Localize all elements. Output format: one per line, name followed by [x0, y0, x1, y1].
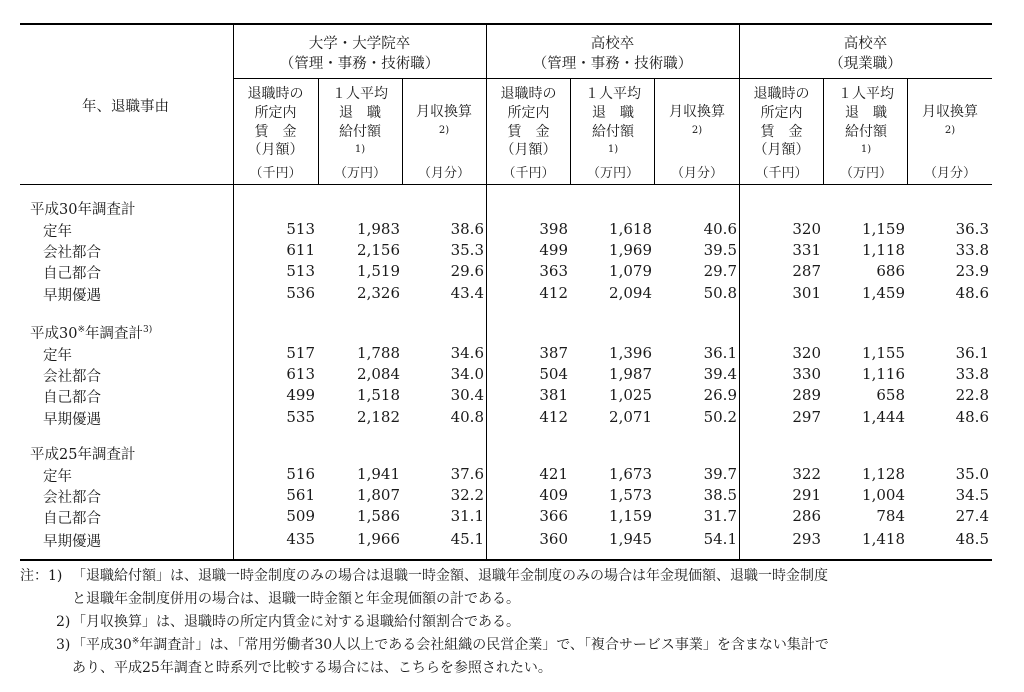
- unit-label: （万円）: [839, 166, 892, 181]
- table-cell: 1,969: [609, 241, 652, 259]
- subcolumn-header-line: 退職時の: [247, 86, 304, 102]
- table-cell: 381: [539, 386, 568, 404]
- table-cell: 1,983: [357, 220, 400, 238]
- subcolumn-header-line: 所定内: [254, 104, 297, 121]
- note-2-line1: 「月収換算」は、退職時の所定内賃金に対する退職給付額割合である。: [72, 614, 520, 630]
- table-cell: 1,788: [357, 344, 400, 362]
- row-label: 定年: [43, 224, 72, 240]
- table-cell: 535: [286, 408, 315, 426]
- group-subtitle: （現業職）: [829, 56, 902, 72]
- section-footnote-ref: 3): [143, 325, 153, 336]
- table-cell: 536: [286, 284, 315, 302]
- subcolumn-header-line: 所定内: [507, 104, 550, 121]
- table-cell: 2,084: [357, 365, 400, 383]
- table-cell: 301: [792, 284, 821, 302]
- table-cell: 54.1: [703, 530, 737, 548]
- unit-label: （月分）: [923, 166, 976, 181]
- table-cell: 421: [539, 465, 568, 483]
- note-3-text-b: 年調査計」は、「常用労働者30人以上である会社組織の民営企業」で、「複合サービス事業」を含まない集計で: [139, 637, 829, 653]
- row-label: 定年: [43, 469, 72, 485]
- table-cell: 33.8: [955, 365, 989, 383]
- subcolumn-header-line: 月収換算: [922, 104, 978, 120]
- group-header-highschool-field: [739, 34, 992, 74]
- subcolumn-footnote-ref: 1): [860, 144, 872, 156]
- subcolumn-header: [655, 103, 739, 141]
- table-cell: 516: [286, 465, 315, 483]
- table-cell: 286: [792, 507, 821, 525]
- subcolumn-footnote-ref: 1): [354, 144, 366, 156]
- header-bottom-border: [20, 184, 992, 185]
- table-cell: 32.2: [450, 486, 484, 504]
- subcolumn-footnote-ref: 1): [607, 144, 619, 156]
- table-cell: 1,116: [862, 365, 905, 383]
- group-title: 高校卒: [843, 36, 888, 52]
- table-cell: 1,079: [609, 262, 652, 280]
- subcolumn-header: [318, 85, 402, 160]
- unit-label: （万円）: [333, 166, 386, 181]
- subcolumn-header-line: 給付額: [592, 123, 634, 140]
- subcolumn-footnote-ref: 2): [944, 124, 956, 136]
- table-cell: 1,807: [357, 486, 400, 504]
- subcolumn-header-line: 退 職: [845, 104, 887, 121]
- table-cell: 513: [286, 220, 315, 238]
- subcolumn-header-line: 退職時の: [500, 86, 557, 102]
- unit-label: （千円）: [755, 166, 808, 181]
- table-cell: 1,618: [609, 220, 652, 238]
- table-cell: 412: [539, 408, 568, 426]
- table-cell: 2,156: [357, 241, 400, 259]
- table-cell: 40.8: [450, 408, 484, 426]
- subcolumn-header-line: １人平均: [585, 86, 641, 102]
- table-cell: 2,326: [357, 284, 400, 302]
- subcolumn-header-line: 給付額: [339, 123, 381, 140]
- table-cell: 1,519: [357, 262, 400, 280]
- table-cell: 412: [539, 284, 568, 302]
- table-cell: 784: [876, 507, 905, 525]
- subcolumn-header-line: （月額）: [753, 142, 810, 159]
- table-cell: 43.4: [450, 284, 484, 302]
- subcolumn-header-line: 賃 金: [760, 123, 803, 140]
- row-label: 自己都合: [43, 511, 101, 527]
- table-cell: 27.4: [955, 507, 989, 525]
- table-cell: 50.2: [703, 408, 737, 426]
- note-1-line2: と退職年金制度併用の場合は、退職一時金額と年金現価額の計である。: [72, 591, 520, 607]
- subcolumn-header-line: 賃 金: [254, 123, 297, 140]
- table-cell: 1,518: [357, 386, 400, 404]
- subcolumn-header: [402, 103, 486, 141]
- table-cell: 331: [792, 241, 821, 259]
- table-cell: 1,586: [357, 507, 400, 525]
- table-cell: 45.1: [450, 530, 484, 548]
- table-cell: 1,159: [609, 507, 652, 525]
- table-cell: 658: [876, 386, 905, 404]
- table-cell: 1,155: [862, 344, 905, 362]
- section-title-mark: ※: [77, 325, 85, 336]
- table-cell: 398: [539, 220, 568, 238]
- group-subtitle: （管理・事務・技術職）: [279, 56, 440, 72]
- table-cell: 1,118: [862, 241, 905, 259]
- table-top-border: [20, 23, 992, 25]
- table-cell: 409: [539, 486, 568, 504]
- table-cell: 360: [539, 530, 568, 548]
- table-cell: 36.1: [955, 344, 989, 362]
- note-1-prefix: 注：1): [20, 568, 63, 584]
- table-cell: 289: [792, 386, 821, 404]
- table-cell: 293: [792, 530, 821, 548]
- subcolumn-header: [233, 85, 318, 160]
- table-cell: 1,941: [357, 465, 400, 483]
- table-cell: 1,159: [862, 220, 905, 238]
- table-cell: 613: [286, 365, 315, 383]
- table-cell: 36.3: [955, 220, 989, 238]
- table-cell: 31.1: [450, 507, 484, 525]
- table-cell: 291: [792, 486, 821, 504]
- row-label: 定年: [43, 348, 72, 364]
- subcolumn-header-line: 月収換算: [416, 104, 472, 120]
- table-cell: 320: [792, 220, 821, 238]
- note-3-text-a: 「平成30: [72, 637, 132, 653]
- table-cell: 34.5: [955, 486, 989, 504]
- subcolumn-header-line: 所定内: [760, 104, 803, 121]
- subcolumn-header: [908, 103, 992, 141]
- table-cell: 611: [286, 241, 315, 259]
- table-cell: 1,444: [862, 408, 905, 426]
- subcolumn-header-line: 給付額: [845, 123, 887, 140]
- row-label: 早期優遇: [43, 534, 101, 550]
- table-cell: 40.6: [703, 220, 737, 238]
- subcolumn-header-line: （月額）: [247, 142, 304, 159]
- unit-label: （万円）: [586, 166, 639, 181]
- note-1: [20, 565, 62, 587]
- table-cell: 1,418: [862, 530, 905, 548]
- section-title-text: 平成30年調査計: [30, 202, 136, 218]
- table-cell: 366: [539, 507, 568, 525]
- table-cell: 36.1: [703, 344, 737, 362]
- row-label: 会社都合: [43, 490, 101, 506]
- table-cell: 363: [539, 262, 568, 280]
- table-cell: 38.5: [703, 486, 737, 504]
- table-cell: 322: [792, 465, 821, 483]
- subcolumn-header-line: １人平均: [332, 86, 388, 102]
- note-1-line1: 「退職給付額」は、退職一時金制度のみの場合は退職一時金額、退職年金制度のみの場合は年金現価額、退職一時金制度: [72, 568, 828, 584]
- group-title: 大学・大学院卒: [308, 36, 411, 52]
- table-cell: 499: [286, 386, 315, 404]
- unit-label: （月分）: [670, 166, 723, 181]
- table-cell: 39.7: [703, 465, 737, 483]
- note-3-mark: ※: [131, 636, 140, 647]
- table-cell: 517: [286, 344, 315, 362]
- table-cell: 1,004: [862, 486, 905, 504]
- table-cell: 50.8: [703, 284, 737, 302]
- group-header-divider: [233, 78, 992, 79]
- table-cell: 1,025: [609, 386, 652, 404]
- subcolumn-header: [486, 85, 571, 160]
- row-label: 会社都合: [43, 245, 101, 261]
- table-cell: 2,071: [609, 408, 652, 426]
- row-label: 会社都合: [43, 369, 101, 385]
- table-cell: 297: [792, 408, 821, 426]
- group-header-university: [233, 34, 486, 74]
- note-3-line2: あり、平成25年調査と時系列で比較する場合には、こちらを参照されたい。: [72, 660, 552, 676]
- subcolumn-header: [824, 85, 908, 160]
- table-cell: 387: [539, 344, 568, 362]
- unit-label: （月分）: [417, 166, 470, 181]
- table-cell: 1,573: [609, 486, 652, 504]
- table-cell: 561: [286, 486, 315, 504]
- unit-label: （千円）: [249, 166, 302, 181]
- table-cell: 2,182: [357, 408, 400, 426]
- table-cell: 34.0: [450, 365, 484, 383]
- row-header: 年、退職事由: [82, 99, 169, 115]
- table-cell: 686: [876, 262, 905, 280]
- section-title: [30, 198, 135, 219]
- section-title-tail: 年調査計: [85, 326, 143, 342]
- table-cell: 320: [792, 344, 821, 362]
- table-cell: 287: [792, 262, 821, 280]
- table-cell: 37.6: [450, 465, 484, 483]
- table-cell: 29.7: [703, 262, 737, 280]
- row-label: 早期優遇: [43, 288, 101, 304]
- table-cell: 1,128: [862, 465, 905, 483]
- section-title-text: 平成25年調査計: [30, 447, 136, 463]
- table-cell: 35.3: [450, 241, 484, 259]
- table-cell: 513: [286, 262, 315, 280]
- table-cell: 39.5: [703, 241, 737, 259]
- table-bottom-border: [20, 559, 992, 561]
- group-title: 高校卒: [590, 36, 635, 52]
- table-cell: 499: [539, 241, 568, 259]
- table-cell: 31.7: [703, 507, 737, 525]
- table-cell: 34.6: [450, 344, 484, 362]
- note-2-prefix: 2): [56, 614, 71, 630]
- subcolumn-header-line: 退 職: [592, 104, 634, 121]
- subcolumn-header-line: 賃 金: [507, 123, 550, 140]
- table-cell: 48.5: [955, 530, 989, 548]
- unit-label: （千円）: [502, 166, 555, 181]
- table-cell: 48.6: [955, 408, 989, 426]
- subcolumn-footnote-ref: 2): [438, 124, 450, 136]
- note-3-line1: [72, 634, 829, 656]
- table-cell: 435: [286, 530, 315, 548]
- subcolumn-footnote-ref: 2): [691, 124, 703, 136]
- table-cell: 33.8: [955, 241, 989, 259]
- table-cell: 1,459: [862, 284, 905, 302]
- subcolumn-header-line: 退職時の: [753, 86, 810, 102]
- table-cell: 1,396: [609, 344, 652, 362]
- row-label: 自己都合: [43, 266, 101, 282]
- note-3-prefix: 3): [56, 637, 71, 653]
- subcolumn-header-line: 退 職: [339, 104, 381, 121]
- table-cell: 30.4: [450, 386, 484, 404]
- table-cell: 48.6: [955, 284, 989, 302]
- subcolumn-header-line: （月額）: [500, 142, 557, 159]
- subcolumn-header: [739, 85, 824, 160]
- group-header-highschool-office: [486, 34, 739, 74]
- section-title: [30, 322, 152, 343]
- table-cell: 35.0: [955, 465, 989, 483]
- row-label: 早期優遇: [43, 412, 101, 428]
- table-cell: 29.6: [450, 262, 484, 280]
- table-cell: 1,673: [609, 465, 652, 483]
- table-cell: 26.9: [703, 386, 737, 404]
- section-title-text: 平成30: [30, 326, 78, 342]
- table-cell: 504: [539, 365, 568, 383]
- row-label: 自己都合: [43, 390, 101, 406]
- table-cell: 509: [286, 507, 315, 525]
- table-cell: 2,094: [609, 284, 652, 302]
- table-cell: 38.6: [450, 220, 484, 238]
- group-subtitle: （管理・事務・技術職）: [532, 56, 693, 72]
- subcolumn-header-line: １人平均: [838, 86, 894, 102]
- section-title: [30, 443, 135, 464]
- table-cell: 1,987: [609, 365, 652, 383]
- table-cell: 1,945: [609, 530, 652, 548]
- subcolumn-header: [571, 85, 655, 160]
- table-cell: 22.8: [955, 386, 989, 404]
- table-cell: 23.9: [955, 262, 989, 280]
- table-cell: 1,966: [357, 530, 400, 548]
- table-cell: 39.4: [703, 365, 737, 383]
- subcolumn-header-line: 月収換算: [669, 104, 725, 120]
- table-cell: 330: [792, 365, 821, 383]
